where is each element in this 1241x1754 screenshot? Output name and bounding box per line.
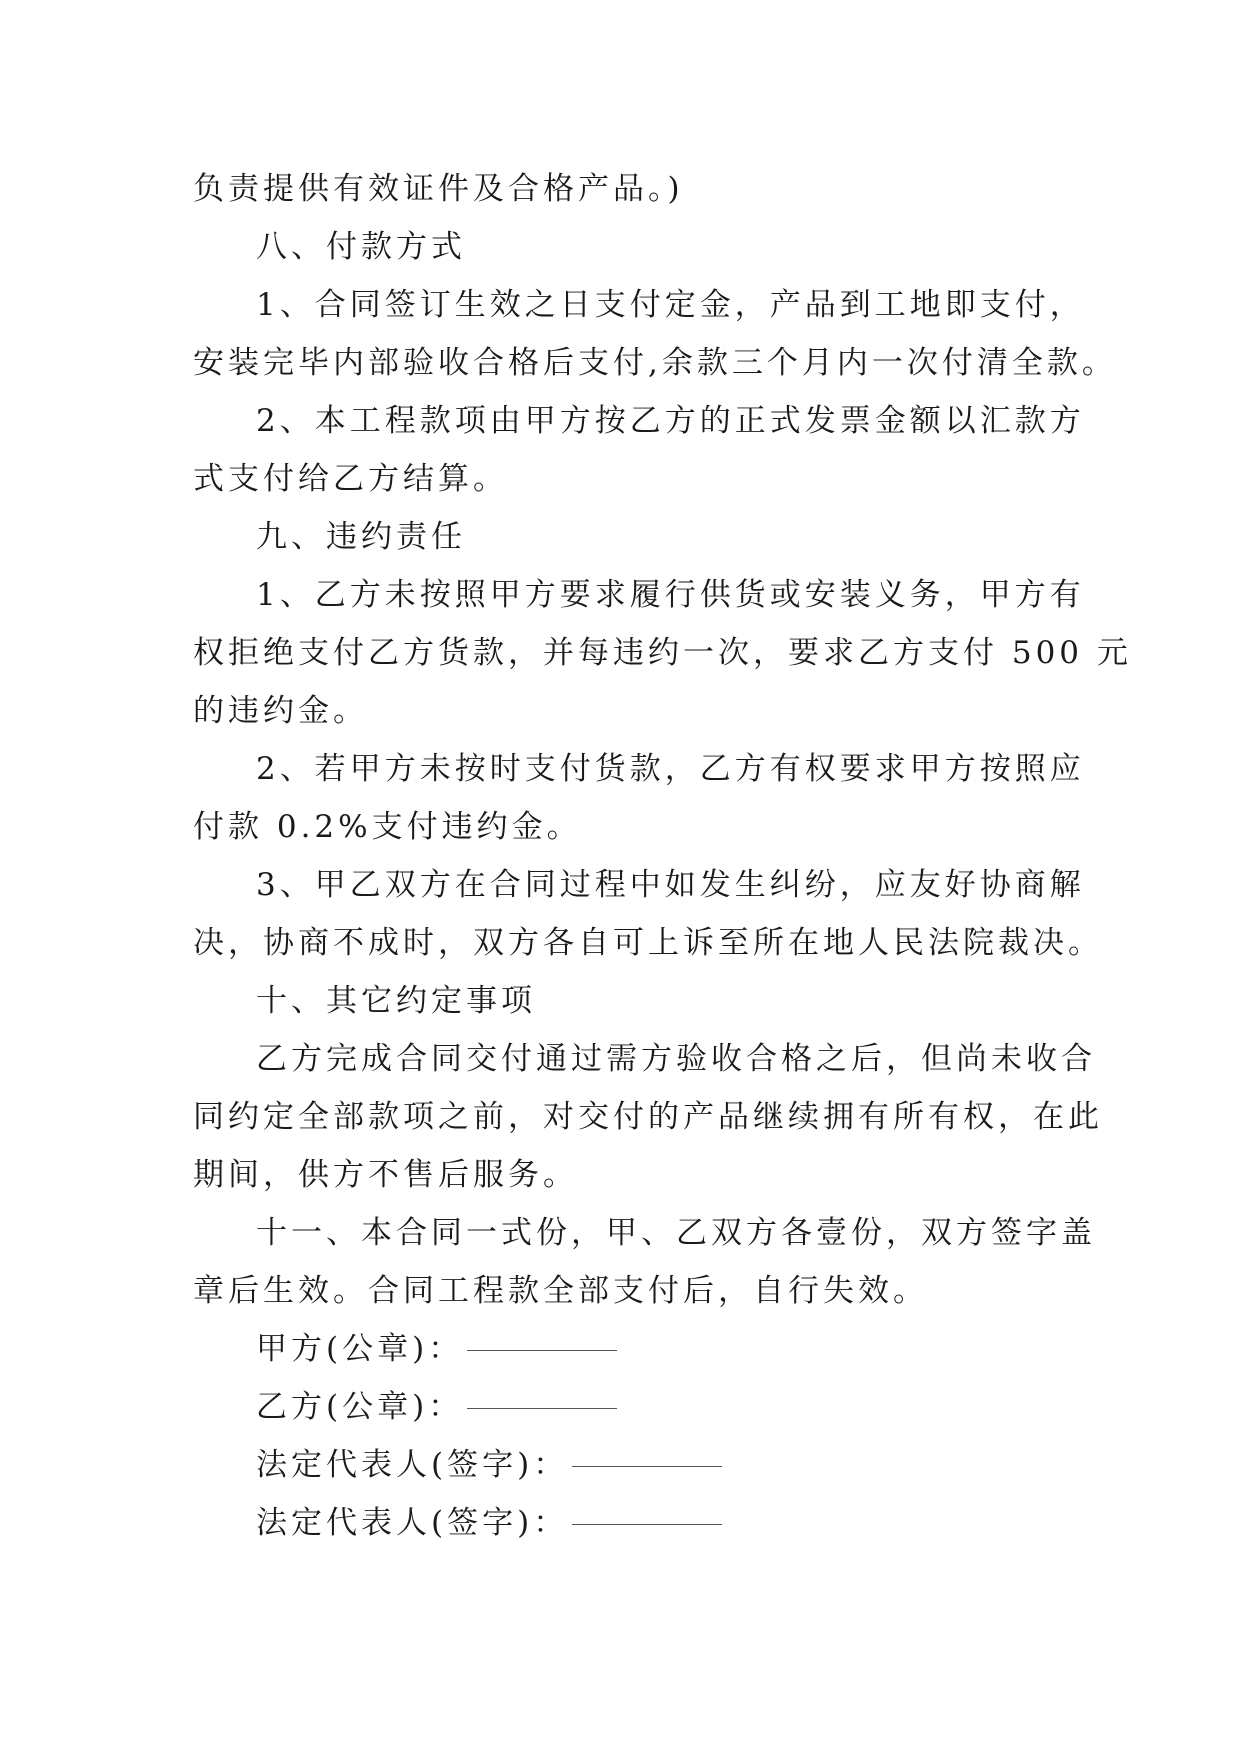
text-line: 1、乙方未按照甲方要求履行供货或安装义务，甲方有 <box>256 577 1085 613</box>
text-line: 章后生效。合同工程款全部支付后，自行失效。 <box>193 1273 928 1309</box>
text-line: 同约定全部款项之前，对交付的产品继续拥有所有权，在此 <box>193 1099 1103 1135</box>
signature-line <box>193 1494 1049 1552</box>
text-line: 权拒绝支付乙方货款，并每违约一次，要求乙方支付 500 元 <box>193 635 1132 671</box>
signature-blank[interactable] <box>467 1407 617 1409</box>
signature-line <box>193 1320 1049 1378</box>
text-line: 1、合同签订生效之日支付定金，产品到工地即支付， <box>256 287 1085 323</box>
text-line: 式支付给乙方结算。 <box>193 461 508 497</box>
signature-line <box>193 1436 1049 1494</box>
signature-blank[interactable] <box>467 1349 617 1351</box>
text-line: 安装完毕内部验收合格后支付,余款三个月内一次付清全款。 <box>193 345 1117 381</box>
signature-label: 法定代表人(签字)： <box>256 1447 569 1483</box>
signature-label: 法定代表人(签字)： <box>256 1505 569 1541</box>
text-line: 的违约金。 <box>193 693 368 729</box>
section-heading-other: 十、其它约定事项 <box>256 983 536 1019</box>
section-heading-liability: 九、违约责任 <box>256 519 466 555</box>
document-page <box>193 160 1132 1552</box>
signature-label: 乙方(公章)： <box>256 1389 464 1425</box>
text-line: 2、本工程款项由甲方按乙方的正式发票金额以汇款方 <box>256 403 1085 439</box>
text-line: 期间，供方不售后服务。 <box>193 1157 578 1193</box>
section-heading-payment: 八、付款方式 <box>256 229 466 265</box>
signature-block <box>193 1320 1049 1552</box>
signature-blank[interactable] <box>572 1523 722 1525</box>
body-text <box>193 160 1132 1320</box>
text-line: 付款 0.2%支付违约金。 <box>193 809 582 845</box>
signature-label: 甲方(公章)： <box>256 1331 464 1367</box>
text-line: 乙方完成合同交付通过需方验收合格之后，但尚未收合 <box>256 1041 1096 1077</box>
signature-line <box>193 1378 1049 1436</box>
text-line: 2、若甲方未按时支付货款，乙方有权要求甲方按照应 <box>256 751 1085 787</box>
text-line: 十一、本合同一式份，甲、乙双方各壹份，双方签字盖 <box>256 1215 1096 1251</box>
text-line: 3、甲乙双方在合同过程中如发生纠纷，应友好协商解 <box>256 867 1085 903</box>
signature-blank[interactable] <box>572 1465 722 1467</box>
text-line: 负责提供有效证件及合格产品。) <box>193 171 684 207</box>
text-line: 决，协商不成时，双方各自可上诉至所在地人民法院裁决。 <box>193 925 1103 961</box>
